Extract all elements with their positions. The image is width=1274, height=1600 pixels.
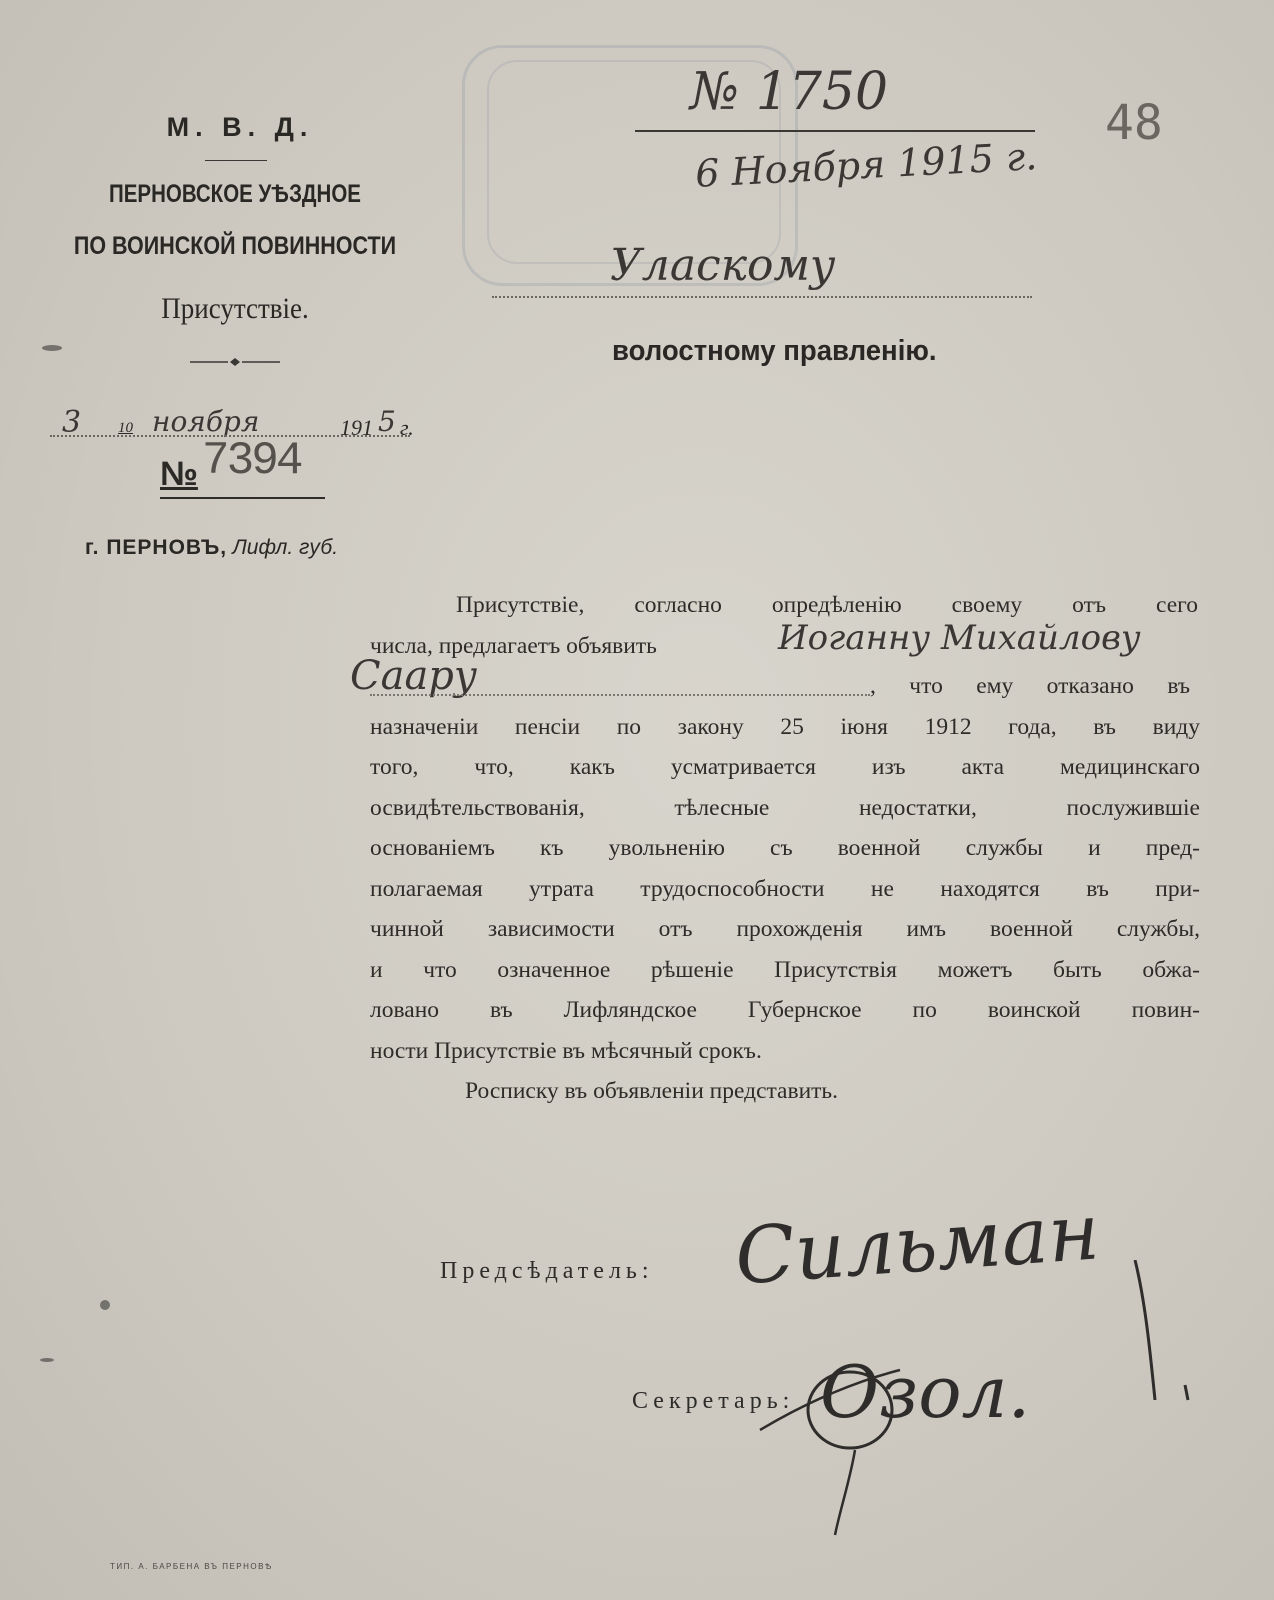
body-line: ловано въ Лифляндское Губернское по воинской повин- bbox=[370, 997, 1200, 1023]
chairman-signature: Сильман bbox=[732, 1187, 1103, 1303]
body-line bbox=[350, 653, 1200, 707]
body-line: освидѣтельствованiя, тѣлесные недостатки, послужившiе bbox=[370, 794, 1200, 821]
agency-line-1: ПЕРНОВСКОЕ УѢЗДНОЕ bbox=[109, 180, 361, 208]
body-line bbox=[370, 617, 1200, 667]
recipient-name-handwritten: Иоганну Михайлову bbox=[778, 617, 1141, 658]
date-decade: 10 bbox=[118, 420, 133, 436]
body-line: полагаемая утрата трудоспособности не находятся въ при- bbox=[370, 875, 1200, 902]
recipient-surname-handwritten: Саару bbox=[350, 653, 478, 699]
city-name: г. ПЕРНОВЪ, bbox=[85, 536, 228, 559]
addressee-printed: волостному правленiю. bbox=[612, 335, 937, 367]
ink-smudge bbox=[100, 1300, 110, 1310]
ink-smudge bbox=[40, 1358, 54, 1362]
secretary-label: Секретарь: bbox=[632, 1388, 795, 1414]
outgoing-number: № 1750 bbox=[690, 62, 889, 122]
outgoing-rule bbox=[635, 130, 1035, 132]
page-number: 48 bbox=[1105, 95, 1163, 151]
body-line: чинной зависимости отъ прохожденiя имъ военной службы, bbox=[370, 916, 1200, 942]
date-day: 3 bbox=[62, 405, 82, 440]
surname-dotted-line bbox=[370, 694, 870, 696]
date-year-hand: 5 bbox=[378, 405, 396, 438]
ministry-title: М. В. Д. bbox=[166, 112, 314, 142]
body-line: ности Присутствiе въ мѣсячный срокъ. bbox=[370, 1037, 762, 1064]
body-line: Росписку въ объявленiи представить. bbox=[465, 1078, 839, 1104]
addressee-dotted-line bbox=[492, 296, 1032, 298]
secretary-signature: Озол. bbox=[820, 1350, 1031, 1434]
ornament-divider bbox=[190, 357, 280, 367]
letter-body bbox=[350, 585, 1200, 1112]
body-line: и что означенное рѣшенiе Присутствiя можетъ быть обжа- bbox=[370, 956, 1200, 983]
body-line: назначенiи пенсiи по закону 25 iюня 1912 года, въ виду bbox=[370, 713, 1200, 740]
body-line-text: Присутствiе, согласно опредѣленiю своему отъ сего bbox=[456, 592, 1198, 618]
province: Лифл. губ. bbox=[232, 536, 339, 559]
ink-smudge bbox=[42, 345, 62, 351]
registration-number bbox=[160, 435, 330, 505]
body-line-text: , что ему отказано въ bbox=[870, 673, 1190, 699]
chairman-label: Предсѣдатель: bbox=[440, 1258, 654, 1284]
date-month: ноября bbox=[152, 405, 260, 438]
printer-imprint: ТИП. А. БАРБЕНА ВЪ ПЕРНОВѢ bbox=[110, 1562, 273, 1571]
secretary-signature-flourish bbox=[740, 1340, 920, 1540]
number-label: № bbox=[160, 455, 198, 493]
body-line: того, что, какъ усматривается изъ акта медицинскаго bbox=[370, 754, 1200, 780]
agency-line-2: ПО ВОИНСКОЙ ПОВИННОСТИ bbox=[73, 232, 397, 260]
city-line bbox=[85, 535, 405, 560]
agency-line-3: Присутствiе. bbox=[161, 292, 309, 325]
outgoing-date: 6 Ноября 1915 г. bbox=[694, 134, 1039, 196]
number-value: 7394 bbox=[202, 435, 301, 487]
date-year-printed: 191 bbox=[340, 415, 373, 440]
body-line: основанiемъ къ увольненiю съ военной службы и пред- bbox=[370, 835, 1200, 861]
divider-rule bbox=[205, 160, 267, 161]
addressee-handwritten: Уласкому bbox=[610, 240, 836, 291]
body-line-text: числа, предлагаетъ объявить bbox=[370, 632, 657, 659]
date-suffix: г. bbox=[400, 415, 414, 440]
chairman-signature-flourish bbox=[1130, 1260, 1200, 1410]
number-underline bbox=[160, 497, 325, 499]
